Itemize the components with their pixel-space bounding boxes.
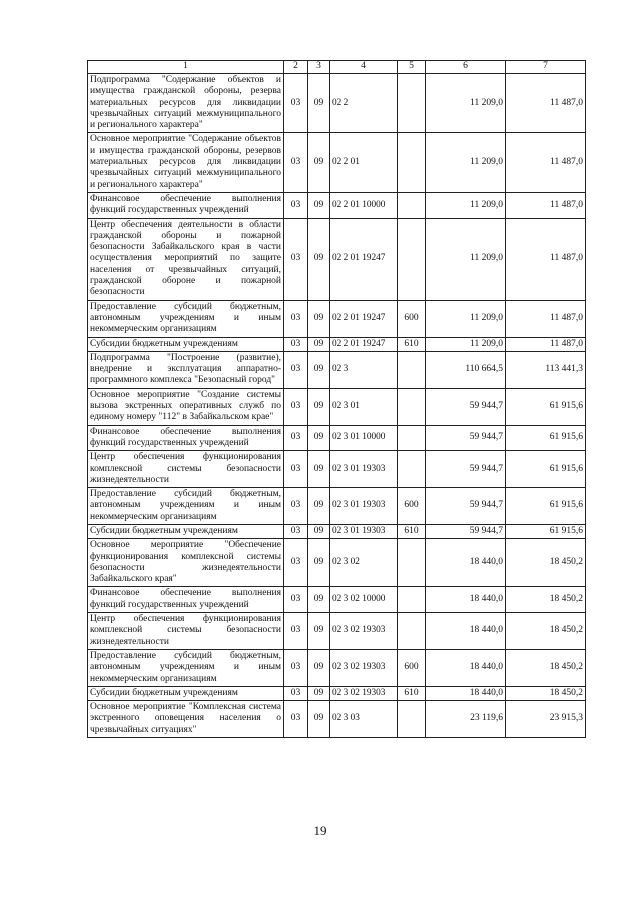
amount-col-6: 59 944,7 <box>426 388 506 425</box>
item-name: Субсидии бюджетным учреждениям <box>88 524 284 538</box>
target-item-code: 02 3 01 19303 <box>330 451 398 488</box>
amount-col-6: 18 440,0 <box>426 587 506 613</box>
subsection-code: 09 <box>308 351 330 388</box>
subsection-code: 09 <box>308 133 330 192</box>
amount-col-7: 18 450,2 <box>506 649 586 686</box>
table-row <box>88 649 586 686</box>
section-code: 03 <box>284 524 308 538</box>
amount-col-6: 11 209,0 <box>426 300 506 337</box>
item-name: Финансовое обеспечение выполнения функций государственных учреждений <box>88 192 284 218</box>
item-name: Центр обеспечения функционирования комплексной системы безопасности жизнедеятельности <box>88 613 284 650</box>
subsection-code: 09 <box>308 613 330 650</box>
header-col-4: 4 <box>330 61 398 74</box>
target-item-code: 02 2 01 10000 <box>330 192 398 218</box>
subsection-code: 09 <box>308 451 330 488</box>
item-name: Предоставление субсидий бюджетным, автономным учреждениям и иным некоммерческим организациям <box>88 300 284 337</box>
section-code: 03 <box>284 300 308 337</box>
item-name: Подпрограмма "Содержание объектов и имущества гражданской обороны, резерва материальных ресурсов для ликвидации чрезвычайных ситуаций межмуниципального и регионального характера" <box>88 74 284 133</box>
amount-col-6: 11 209,0 <box>426 192 506 218</box>
target-item-code: 02 2 01 19247 <box>330 218 398 300</box>
table-row <box>88 488 586 525</box>
table-row <box>88 74 586 133</box>
section-code: 03 <box>284 488 308 525</box>
expense-type-code <box>398 388 426 425</box>
amount-col-7: 11 487,0 <box>506 74 586 133</box>
amount-col-7: 23 915,3 <box>506 701 586 738</box>
item-name: Субсидии бюджетным учреждениям <box>88 686 284 700</box>
item-name: Субсидии бюджетным учреждениям <box>88 337 284 351</box>
table-row <box>88 337 586 351</box>
section-code: 03 <box>284 351 308 388</box>
subsection-code: 09 <box>308 488 330 525</box>
header-row <box>88 61 586 74</box>
header-col-1: 1 <box>88 61 284 74</box>
table-row <box>88 388 586 425</box>
section-code: 03 <box>284 425 308 451</box>
section-code: 03 <box>284 649 308 686</box>
item-name: Предоставление субсидий бюджетным, автономным учреждениям и иным некоммерческим организациям <box>88 649 284 686</box>
expense-type-code <box>398 351 426 388</box>
target-item-code: 02 3 02 19303 <box>330 649 398 686</box>
amount-col-6: 59 944,7 <box>426 488 506 525</box>
amount-col-7: 61 915,6 <box>506 451 586 488</box>
section-code: 03 <box>284 218 308 300</box>
table-header <box>88 61 586 74</box>
subsection-code: 09 <box>308 388 330 425</box>
header-col-3: 3 <box>308 61 330 74</box>
table-row <box>88 351 586 388</box>
table-row <box>88 539 586 587</box>
amount-col-6: 18 440,0 <box>426 686 506 700</box>
subsection-code: 09 <box>308 300 330 337</box>
amount-col-7: 18 450,2 <box>506 587 586 613</box>
item-name: Основное мероприятие "Создание системы вызова экстренных оперативных служб по единому номеру "112" в Забайкальском крае" <box>88 388 284 425</box>
subsection-code: 09 <box>308 701 330 738</box>
target-item-code: 02 3 <box>330 351 398 388</box>
table-row <box>88 192 586 218</box>
budget-table <box>87 60 586 738</box>
subsection-code: 09 <box>308 74 330 133</box>
item-name: Финансовое обеспечение выполнения функций государственных учреждений <box>88 587 284 613</box>
amount-col-6: 18 440,0 <box>426 613 506 650</box>
expense-type-code <box>398 192 426 218</box>
table-row <box>88 613 586 650</box>
subsection-code: 09 <box>308 218 330 300</box>
item-name: Подпрограмма "Построение (развитие), внедрение и эксплуатация аппаратно-программного комплекса "Безопасный город" <box>88 351 284 388</box>
header-col-6: 6 <box>426 61 506 74</box>
amount-col-7: 61 915,6 <box>506 425 586 451</box>
expense-type-code <box>398 613 426 650</box>
amount-col-7: 11 487,0 <box>506 337 586 351</box>
target-item-code: 02 3 02 10000 <box>330 587 398 613</box>
table-row <box>88 218 586 300</box>
subsection-code: 09 <box>308 649 330 686</box>
subsection-code: 09 <box>308 192 330 218</box>
item-name: Центр обеспечения функционирования комплексной системы безопасности жизнедеятельности <box>88 451 284 488</box>
section-code: 03 <box>284 686 308 700</box>
target-item-code: 02 3 02 19303 <box>330 686 398 700</box>
amount-col-7: 61 915,6 <box>506 488 586 525</box>
target-item-code: 02 3 02 <box>330 539 398 587</box>
table-row <box>88 686 586 700</box>
amount-col-6: 110 664,5 <box>426 351 506 388</box>
amount-col-7: 11 487,0 <box>506 192 586 218</box>
amount-col-7: 113 441,3 <box>506 351 586 388</box>
expense-type-code: 610 <box>398 686 426 700</box>
item-name: Основное мероприятие "Обеспечение функционирования комплексной системы безопасности жизнедеятельности Забайкальского края" <box>88 539 284 587</box>
table-body <box>88 74 586 738</box>
amount-col-7: 18 450,2 <box>506 686 586 700</box>
table-row <box>88 451 586 488</box>
expense-type-code: 610 <box>398 337 426 351</box>
item-name: Центр обеспечения деятельности в области гражданской обороны и пожарной безопасности Забайкальского края в части осуществления мероприятий по защите населения от чрезвычайных ситуаций, гражданской обороне и пожарной безопасности <box>88 218 284 300</box>
amount-col-7: 11 487,0 <box>506 218 586 300</box>
subsection-code: 09 <box>308 686 330 700</box>
header-col-2: 2 <box>284 61 308 74</box>
section-code: 03 <box>284 388 308 425</box>
target-item-code: 02 2 01 19247 <box>330 300 398 337</box>
section-code: 03 <box>284 451 308 488</box>
amount-col-6: 11 209,0 <box>426 133 506 192</box>
expense-type-code: 600 <box>398 300 426 337</box>
expense-type-code <box>398 133 426 192</box>
amount-col-7: 61 915,6 <box>506 388 586 425</box>
amount-col-6: 59 944,7 <box>426 451 506 488</box>
item-name: Финансовое обеспечение выполнения функций государственных учреждений <box>88 425 284 451</box>
subsection-code: 09 <box>308 524 330 538</box>
target-item-code: 02 3 01 10000 <box>330 425 398 451</box>
expense-type-code <box>398 451 426 488</box>
target-item-code: 02 2 <box>330 74 398 133</box>
section-code: 03 <box>284 74 308 133</box>
table-row <box>88 524 586 538</box>
amount-col-7: 18 450,2 <box>506 613 586 650</box>
amount-col-6: 23 119,6 <box>426 701 506 738</box>
expense-type-code <box>398 587 426 613</box>
amount-col-6: 11 209,0 <box>426 337 506 351</box>
expense-type-code <box>398 539 426 587</box>
section-code: 03 <box>284 192 308 218</box>
amount-col-6: 11 209,0 <box>426 74 506 133</box>
section-code: 03 <box>284 613 308 650</box>
table-row <box>88 587 586 613</box>
amount-col-6: 59 944,7 <box>426 425 506 451</box>
item-name: Основное мероприятие "Комплексная система экстренного оповещения населения о чрезвычайных ситуациях" <box>88 701 284 738</box>
subsection-code: 09 <box>308 587 330 613</box>
section-code: 03 <box>284 337 308 351</box>
target-item-code: 02 2 01 <box>330 133 398 192</box>
amount-col-7: 18 450,2 <box>506 539 586 587</box>
amount-col-6: 18 440,0 <box>426 539 506 587</box>
table-row <box>88 425 586 451</box>
section-code: 03 <box>284 133 308 192</box>
subsection-code: 09 <box>308 337 330 351</box>
target-item-code: 02 3 01 19303 <box>330 524 398 538</box>
target-item-code: 02 3 01 <box>330 388 398 425</box>
section-code: 03 <box>284 701 308 738</box>
expense-type-code <box>398 425 426 451</box>
target-item-code: 02 3 03 <box>330 701 398 738</box>
section-code: 03 <box>284 587 308 613</box>
section-code: 03 <box>284 539 308 587</box>
target-item-code: 02 3 02 19303 <box>330 613 398 650</box>
expense-type-code: 610 <box>398 524 426 538</box>
amount-col-7: 11 487,0 <box>506 300 586 337</box>
amount-col-7: 11 487,0 <box>506 133 586 192</box>
amount-col-6: 11 209,0 <box>426 218 506 300</box>
expense-type-code: 600 <box>398 649 426 686</box>
amount-col-6: 18 440,0 <box>426 649 506 686</box>
item-name: Предоставление субсидий бюджетным, автономным учреждениям и иным некоммерческим организациям <box>88 488 284 525</box>
table-row <box>88 133 586 192</box>
subsection-code: 09 <box>308 425 330 451</box>
item-name: Основное мероприятие "Содержание объектов и имущества гражданской обороны, резервов материальных ресурсов для ликвидации чрезвычайных ситуаций межмуниципального и регионального характера" <box>88 133 284 192</box>
amount-col-7: 61 915,6 <box>506 524 586 538</box>
subsection-code: 09 <box>308 539 330 587</box>
expense-type-code <box>398 218 426 300</box>
target-item-code: 02 3 01 19303 <box>330 488 398 525</box>
expense-type-code <box>398 74 426 133</box>
amount-col-6: 59 944,7 <box>426 524 506 538</box>
header-col-7: 7 <box>506 61 586 74</box>
page-number: 19 <box>313 823 327 838</box>
expense-type-code <box>398 701 426 738</box>
header-col-5: 5 <box>398 61 426 74</box>
target-item-code: 02 2 01 19247 <box>330 337 398 351</box>
expense-type-code: 600 <box>398 488 426 525</box>
table-row <box>88 701 586 738</box>
table-row <box>88 300 586 337</box>
